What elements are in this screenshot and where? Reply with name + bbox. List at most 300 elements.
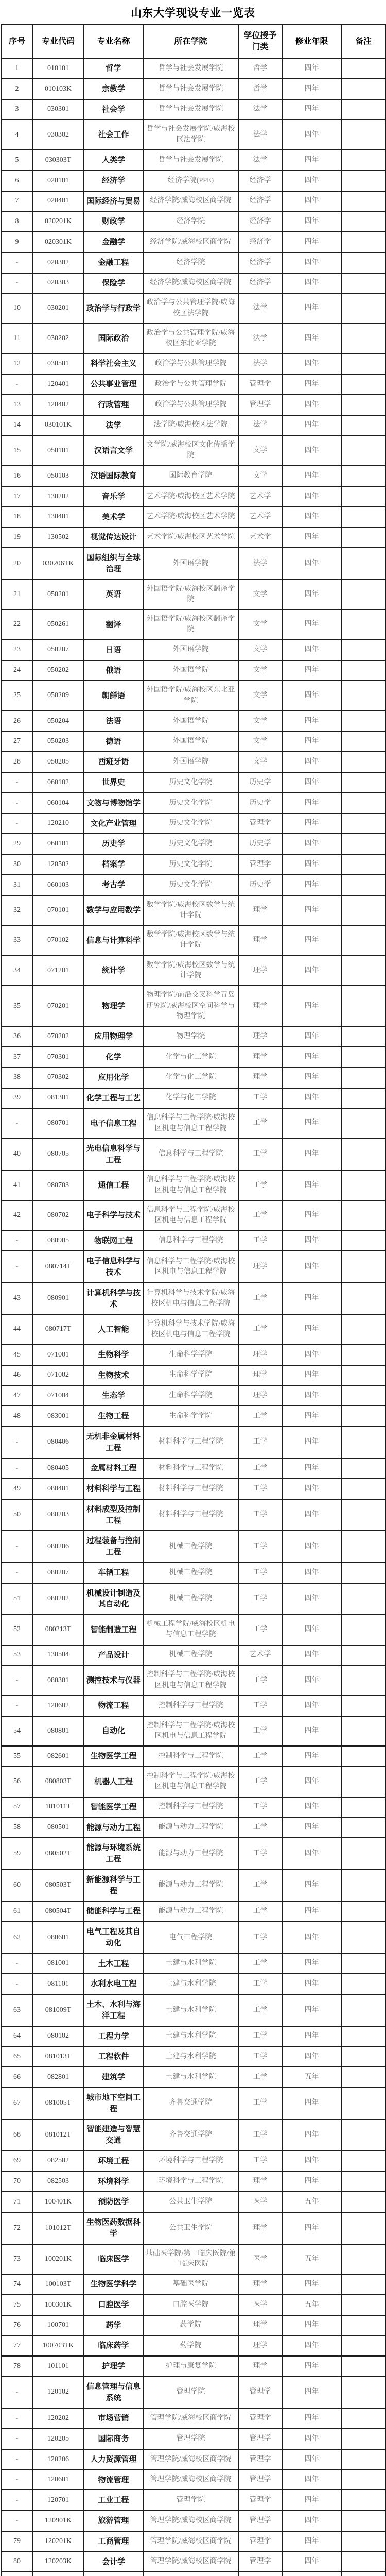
cell-college: 哲学与社会发展学院 (143, 79, 238, 99)
cell-no: 12 (2, 353, 32, 374)
cell-study-years: 四年 (282, 1406, 341, 1427)
cell-code: 080206 (32, 1531, 84, 1563)
table-row (2, 2335, 385, 2356)
cell-major-name: 西班牙语 (84, 752, 143, 772)
cell-college: 机械工程学院/威海校区机电与信息工程学院 (143, 1615, 238, 1645)
cell-remarks (341, 854, 385, 875)
table-row (2, 752, 385, 772)
cell-college: 历史文化学院 (143, 875, 238, 895)
table-row (2, 1922, 385, 1954)
table-row (2, 191, 385, 212)
cell-remarks (341, 1314, 385, 1345)
cell-code: 120102 (32, 2377, 84, 2409)
cell-no: - (2, 2470, 32, 2490)
table-row (2, 681, 385, 711)
table-row (2, 2572, 385, 2576)
cell-college: 化学与化工学院 (143, 1088, 238, 1109)
cell-major-name: 城市地下空间工程 (84, 2088, 143, 2120)
cell-code: 030101K (32, 415, 84, 436)
cell-code: 082502 (32, 2151, 84, 2172)
table-row (2, 435, 385, 466)
cell-study-years: 四年 (282, 814, 341, 834)
cell-code: 082601 (32, 1746, 84, 1767)
cell-major-name: 生物科学 (84, 1345, 143, 1365)
cell-degree-category: 工学 (238, 1479, 282, 1499)
cell-no: - (2, 252, 32, 273)
cell-degree-category: 理学 (238, 2356, 282, 2377)
cell-college: 机械工程学院 (143, 1531, 238, 1563)
cell-study-years: 四年 (282, 1974, 341, 1994)
cell-remarks (341, 609, 385, 640)
cell-major-name: 产品设计 (84, 1645, 143, 1666)
cell-remarks (341, 293, 385, 324)
cell-college: 数学学院/威海校区数学与统计学院 (143, 956, 238, 986)
cell-code: 100701 (32, 2315, 84, 2336)
cell-no: - (2, 374, 32, 395)
cell-no: 3 (2, 99, 32, 120)
cell-no: 50 (2, 1499, 32, 1531)
cell-college: 材料科学与工程学院 (143, 1499, 238, 1531)
cell-study-years: 四年 (282, 1427, 341, 1459)
table-row (2, 793, 385, 814)
cell-no: 66 (2, 2067, 32, 2088)
cell-no: 60 (2, 1870, 32, 1902)
cell-no: 73 (2, 2244, 32, 2275)
cell-no: - (2, 1231, 32, 1251)
cell-no: 74 (2, 2274, 32, 2295)
cell-study-years: 四年 (282, 1139, 341, 1171)
cell-study-years: 四年 (282, 395, 341, 415)
cell-college: 物理学院/前沿交叉科学青岛研究院/威海校区空间科学与物理学院 (143, 986, 238, 1026)
cell-study-years: 四年 (282, 1838, 341, 1870)
cell-degree-category: 哲学 (238, 58, 282, 79)
cell-college: 管理学院 (143, 2377, 238, 2409)
table-row (2, 1974, 385, 1994)
cell-remarks (341, 324, 385, 354)
cell-college: 电气工程学院 (143, 1922, 238, 1954)
cell-study-years: 四年 (282, 834, 341, 854)
cell-study-years: 四年 (282, 507, 341, 528)
cell-no: - (2, 1531, 32, 1563)
cell-study-years: 四年 (282, 1026, 341, 1047)
cell-remarks (341, 353, 385, 374)
cell-no: - (2, 2429, 32, 2449)
cell-degree-category: 管理学 (238, 2377, 282, 2409)
cell-code: 010101 (32, 58, 84, 79)
cell-remarks (341, 2151, 385, 2172)
cell-degree-category: 法学 (238, 415, 282, 436)
cell-study-years: 四年 (282, 660, 341, 681)
cell-remarks (341, 1365, 385, 1386)
cell-code: 071001 (32, 1345, 84, 1365)
cell-remarks (341, 752, 385, 772)
cell-college: 控制科学与工程学院/威海校区机电与信息工程学院 (143, 1767, 238, 1797)
cell-degree-category: 经济学 (238, 232, 282, 252)
cell-remarks (341, 2192, 385, 2212)
cell-degree-category: 经济学 (238, 191, 282, 212)
cell-study-years: 四年 (282, 1954, 341, 1974)
cell-college: 计算机科学与技术学院/威海校区机电与信息工程学院 (143, 1314, 238, 1345)
cell-no: 76 (2, 2315, 32, 2336)
table-row (2, 1838, 385, 1870)
cell-code: 080905 (32, 1231, 84, 1251)
cell-code: 020101 (32, 171, 84, 191)
table-row (2, 2046, 385, 2067)
cell-college: 公共卫生学院 (143, 2192, 238, 2212)
cell-remarks (341, 1974, 385, 1994)
cell-study-years: 四年 (282, 2172, 341, 2192)
cell-major-name: 经济学 (84, 171, 143, 191)
cell-code: 080504T (32, 1901, 84, 1922)
cell-college: 管理学院/威海校区商学院 (143, 2552, 238, 2572)
cell-no: 22 (2, 609, 32, 640)
cell-code: 070102 (32, 925, 84, 956)
cell-degree-category: 工学 (238, 2046, 282, 2067)
cell-no: 30 (2, 854, 32, 875)
cell-remarks (341, 2429, 385, 2449)
cell-degree-category: 历史学 (238, 875, 282, 895)
cell-college: 艺术学院/威海校区艺术学院 (143, 507, 238, 528)
cell-remarks (341, 435, 385, 466)
table-row (2, 293, 385, 324)
cell-college: 管理学院 (143, 2490, 238, 2511)
cell-remarks (341, 580, 385, 610)
cell-major-name: 光电信息科学与工程 (84, 1139, 143, 1171)
table-row (2, 1994, 385, 2026)
cell-study-years: 四年 (282, 466, 341, 486)
cell-code: 080801 (32, 1716, 84, 1747)
cell-code: 080901 (32, 1283, 84, 1315)
cell-study-years: 四年 (282, 353, 341, 374)
cell-degree-category: 管理学 (238, 2429, 282, 2449)
cell-major-name: 生物技术 (84, 1365, 143, 1386)
cell-no: 23 (2, 640, 32, 660)
cell-major-name (84, 2572, 143, 2576)
cell-degree-category: 理学 (238, 2274, 282, 2295)
cell-code: 060103 (32, 875, 84, 895)
cell-remarks (341, 1994, 385, 2026)
cell-code: 120201K (32, 2531, 84, 2552)
cell-degree-category: 经济学 (238, 273, 282, 294)
cell-college: 外国语学院 (143, 640, 238, 660)
cell-degree-category: 管理学 (238, 2490, 282, 2511)
cell-degree-category: 工学 (238, 1870, 282, 1902)
table-row (2, 1615, 385, 1645)
cell-no: 36 (2, 1026, 32, 1047)
cell-college: 信息科学与工程学院/威海校区机电与信息工程学院 (143, 1108, 238, 1139)
cell-college: 控制科学与工程学院 (143, 1797, 238, 1818)
cell-no: 79 (2, 2531, 32, 2552)
table-row (2, 2295, 385, 2315)
cell-study-years: 四年 (282, 2119, 341, 2151)
cell-code: 071002 (32, 1365, 84, 1386)
cell-study-years: 四年 (282, 1994, 341, 2026)
cell-remarks (341, 1901, 385, 1922)
cell-study-years: 四年 (282, 1047, 341, 1067)
cell-no: 9 (2, 232, 32, 252)
cell-college: 政治学与公共管理学院/威海校区法学院 (143, 293, 238, 324)
cell-college: 信息科学与工程学院/威海校区机电与信息工程学院 (143, 1170, 238, 1200)
cell-no: - (2, 2511, 32, 2531)
header-remarks: 备注 (341, 25, 385, 58)
cell-college: 外国语学院 (143, 660, 238, 681)
cell-major-name: 音乐学 (84, 486, 143, 507)
cell-major-name: 哲学 (84, 58, 143, 79)
cell-major-name: 社会工作 (84, 120, 143, 150)
cell-college: 控制科学与工程学院/威海校区机电与信息工程学院 (143, 1716, 238, 1747)
cell-remarks (341, 2511, 385, 2531)
cell-degree-category: 艺术学 (238, 1645, 282, 1666)
cell-major-name: 临床药学 (84, 2335, 143, 2356)
cell-degree-category: 法学 (238, 120, 282, 150)
cell-remarks (341, 793, 385, 814)
cell-major-name: 政治学与行政学 (84, 293, 143, 324)
cell-remarks (341, 2026, 385, 2047)
cell-code: 080207 (32, 1563, 84, 1583)
cell-code: 080503T (32, 1870, 84, 1902)
cell-code: 080102 (32, 2026, 84, 2047)
cell-remarks (341, 1026, 385, 1047)
cell-study-years: 四年 (282, 435, 341, 466)
cell-degree-category: 艺术学 (238, 486, 282, 507)
cell-study-years: 四年 (282, 1767, 341, 1797)
cell-no: 51 (2, 1583, 32, 1615)
cell-college: 土建与水利学院 (143, 2026, 238, 2047)
cell-study-years: 四年 (282, 2531, 341, 2552)
cell-major-name: 德语 (84, 732, 143, 752)
cell-degree-category: 工学 (238, 2119, 282, 2151)
cell-degree-category: 文学 (238, 435, 282, 466)
header-study-years: 修业年限 (282, 25, 341, 58)
cell-college: 生命科学学院 (143, 1365, 238, 1386)
cell-degree-category: 工学 (238, 1139, 282, 1171)
table-row (2, 2026, 385, 2047)
cell-major-name: 护理学 (84, 2356, 143, 2377)
cell-major-name: 金融工程 (84, 252, 143, 273)
cell-major-name: 车辆工程 (84, 1563, 143, 1583)
cell-code: 080601 (32, 1922, 84, 1954)
cell-no: 19 (2, 527, 32, 548)
cell-study-years: 四年 (282, 415, 341, 436)
table-row (2, 1458, 385, 1479)
cell-college: 经济学院 (143, 252, 238, 273)
cell-no: - (2, 1696, 32, 1716)
cell-study-years: 四年 (282, 1458, 341, 1479)
cell-study-years: 四年 (282, 1696, 341, 1716)
cell-study-years: 四年 (282, 486, 341, 507)
cell-code: 050202 (32, 660, 84, 681)
cell-degree-category: 法学 (238, 293, 282, 324)
cell-study-years: 四年 (282, 1385, 341, 1406)
cell-major-name: 汉语国际教育 (84, 466, 143, 486)
cell-degree-category: 工学 (238, 2088, 282, 2120)
cell-college: 政治学与公共管理学院 (143, 353, 238, 374)
table-row (2, 486, 385, 507)
cell-college: 文学院/威海校区文化传播学院 (143, 435, 238, 466)
table-row (2, 2429, 385, 2449)
cell-degree-category: 经济学 (238, 252, 282, 273)
cell-major-name: 统计学 (84, 956, 143, 986)
cell-no: - (2, 2490, 32, 2511)
cell-code: 080502T (32, 1838, 84, 1870)
cell-no: 29 (2, 834, 32, 854)
cell-remarks (341, 232, 385, 252)
cell-college: 能源与动力工程学院 (143, 1838, 238, 1870)
cell-no: 1 (2, 58, 32, 79)
table-row (2, 211, 385, 232)
table-row (2, 2315, 385, 2336)
cell-degree-category: 文学 (238, 681, 282, 711)
cell-no: - (2, 1974, 32, 1994)
cell-college: 材料科学与工程学院 (143, 1427, 238, 1459)
cell-study-years: 五年 (282, 2295, 341, 2315)
cell-remarks (341, 956, 385, 986)
table-row (2, 609, 385, 640)
cell-degree-category: 理学 (238, 1026, 282, 1047)
cell-remarks (341, 2449, 385, 2470)
cell-remarks (341, 1797, 385, 1818)
cell-remarks (341, 1108, 385, 1139)
cell-degree-category: 工学 (238, 2067, 282, 2088)
cell-college: 法学院/威海校区法学院 (143, 415, 238, 436)
cell-degree-category: 管理学 (238, 2531, 282, 2552)
cell-code: 060101 (32, 834, 84, 854)
cell-major-name: 土木、水利与海洋工程 (84, 1994, 143, 2026)
cell-no: 71 (2, 2192, 32, 2212)
cell-college: 经济学院/威海校区商学院 (143, 232, 238, 252)
cell-remarks (341, 1870, 385, 1902)
cell-remarks (341, 1954, 385, 1974)
cell-study-years: 四年 (282, 2088, 341, 2120)
cell-no: 8 (2, 211, 32, 232)
cell-degree-category: 医学 (238, 2244, 282, 2275)
cell-code: 120210 (32, 814, 84, 834)
cell-remarks (341, 660, 385, 681)
cell-major-name: 测控技术与仪器 (84, 1665, 143, 1696)
cell-college: 齐鲁交通学院 (143, 2119, 238, 2151)
cell-major-name: 环境工程 (84, 2151, 143, 2172)
cell-study-years: 四年 (282, 2552, 341, 2572)
cell-major-name: 生物医学科学 (84, 2274, 143, 2295)
table-row (2, 640, 385, 660)
cell-no: 27 (2, 732, 32, 752)
table-header (2, 25, 385, 58)
cell-no: 7 (2, 191, 32, 212)
cell-degree-category: 管理学 (238, 2511, 282, 2531)
table-row (2, 854, 385, 875)
cell-remarks (341, 486, 385, 507)
cell-college: 化学与化工学院 (143, 1067, 238, 1088)
cell-college: 外国语学院 (143, 711, 238, 732)
cell-major-name: 材料科学与工程 (84, 1479, 143, 1499)
cell-remarks (341, 1283, 385, 1315)
table-row (2, 1345, 385, 1365)
cell-study-years: 四年 (282, 191, 341, 212)
cell-major-name: 历史学 (84, 834, 143, 854)
cell-college: 外国语学院 (143, 548, 238, 580)
cell-major-name: 金属材料工程 (84, 1458, 143, 1479)
table-row (2, 548, 385, 580)
cell-college: 管理学院/威海校区商学院 (143, 2531, 238, 2552)
cell-major-name: 应用化学 (84, 1067, 143, 1088)
cell-degree-category: 哲学 (238, 79, 282, 99)
cell-remarks (341, 711, 385, 732)
cell-remarks (341, 1088, 385, 1109)
cell-major-name: 法语 (84, 711, 143, 732)
cell-no: 58 (2, 1818, 32, 1838)
cell-code: 081005T (32, 2088, 84, 2120)
cell-code: 020401 (32, 191, 84, 212)
cell-degree-category: 理学 (238, 956, 282, 986)
cell-code: 030201 (32, 293, 84, 324)
cell-major-name: 电子科学与技术 (84, 1200, 143, 1231)
cell-no: 49 (2, 1479, 32, 1499)
table-row (2, 171, 385, 191)
cell-degree-category: 文学 (238, 711, 282, 732)
cell-remarks (341, 1583, 385, 1615)
cell-code: 120203K (32, 2552, 84, 2572)
cell-college: 艺术学院/威海校区艺术学院 (143, 486, 238, 507)
cell-code: 101012T (32, 2212, 84, 2244)
cell-no: 34 (2, 956, 32, 986)
cell-college: 外国语学院 (143, 752, 238, 772)
cell-degree-category: 工学 (238, 1170, 282, 1200)
cell-study-years: 四年 (282, 2490, 341, 2511)
cell-college: 土建与水利学院 (143, 1994, 238, 2026)
cell-major-name: 化学工程与工艺 (84, 1088, 143, 1109)
cell-no: 56 (2, 1767, 32, 1797)
cell-code: 080714T (32, 1251, 84, 1283)
cell-remarks (341, 2356, 385, 2377)
cell-major-name: 生物医药数据科学 (84, 2212, 143, 2244)
cell-no: - (2, 273, 32, 294)
cell-remarks (341, 1665, 385, 1696)
cell-study-years: 四年 (282, 875, 341, 895)
table-row (2, 895, 385, 926)
table-row (2, 1231, 385, 1251)
cell-no: 61 (2, 1901, 32, 1922)
cell-degree-category: 工学 (238, 1797, 282, 1818)
cell-major-name: 工程力学 (84, 2026, 143, 2047)
table-row (2, 1818, 385, 1838)
cell-code: 100201K (32, 2244, 84, 2275)
cell-code: 020301K (32, 232, 84, 252)
cell-remarks (341, 1531, 385, 1563)
cell-code: 081012T (32, 2119, 84, 2151)
cell-degree-category: 工学 (238, 1838, 282, 1870)
cell-study-years: 四年 (282, 1797, 341, 1818)
cell-major-name: 口腔医学 (84, 2295, 143, 2315)
cell-code: 080203 (32, 1499, 84, 1531)
cell-major-name: 市场营销 (84, 2408, 143, 2429)
cell-no: 53 (2, 1645, 32, 1666)
cell-college: 土建与水利学院 (143, 2067, 238, 2088)
cell-major-name: 日语 (84, 640, 143, 660)
cell-code: 120401 (32, 374, 84, 395)
cell-college: 管理学院 (143, 2429, 238, 2449)
cell-remarks (341, 2212, 385, 2244)
cell-study-years: 四年 (282, 1108, 341, 1139)
table-row (2, 1047, 385, 1067)
cell-study-years: 四年 (282, 1531, 341, 1563)
cell-no: - (2, 1427, 32, 1459)
cell-code: 030501 (32, 353, 84, 374)
cell-study-years: 四年 (282, 1746, 341, 1767)
table-row (2, 875, 385, 895)
cell-code: 100301K (32, 2295, 84, 2315)
cell-remarks (341, 1200, 385, 1231)
cell-major-name: 智能制造工程 (84, 1615, 143, 1645)
